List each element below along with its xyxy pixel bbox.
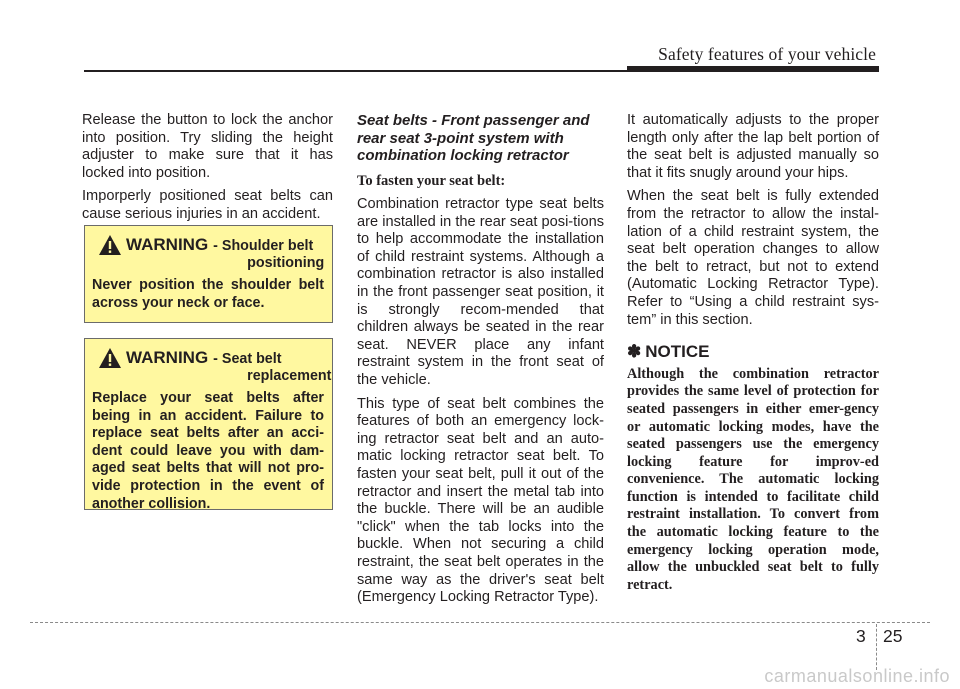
page-header-title: Safety features of your vehicle: [658, 44, 876, 64]
paragraph: It automatically adjusts to the proper length only after the lap belt portion of the seat belt is adjusted manually so that it fits snugly around your hips.: [627, 112, 879, 181]
page-number: 25: [883, 626, 903, 646]
notice-body: Although the combination retractor provides the same level of protection for seated passengers in either emer-gency or automatic locking modes, have the seated passengers use the emergency locking feature for improv-ed convenience. The automatic locking function is intended to facilitate child restraint installation. To convert from the automatic locking feature to the emergency locking operation mode, allow the unbuckled seat belt to fully retract.: [627, 365, 879, 593]
warning-header: [92, 347, 332, 385]
warning-box-seat-belt-replacement: [84, 338, 333, 510]
warning-box-shoulder-belt: [84, 225, 333, 323]
column-right: [627, 112, 879, 594]
warning-body: Replace your seat belts after being in an accident. Failure to replace seat belts after an acci-dent could leave you with dam-aged seat belts that will not pro-vide protection in the event of another collision.: [92, 390, 324, 512]
notice-heading: [627, 343, 879, 361]
warning-subtitle: - Seat belt replacement: [213, 351, 332, 384]
warning-triangle-icon: [98, 234, 122, 256]
page-number-separator: [876, 624, 877, 670]
paragraph: Release the button to lock the anchor into position. Try sliding the height adjuster to make sure that it has locked into position.: [82, 112, 333, 181]
notice-star-icon: ✽: [627, 342, 642, 362]
chapter-number: 3: [856, 626, 866, 646]
warning-label: WARNING: [126, 235, 209, 254]
paragraph: This type of seat belt combines the features of both an emergency lock-ing retractor seat belt and an auto-matic locking retractor seat belt. To fasten your seat belt, pull it out of the retractor and insert the metal tab into the buckle. There will be an audible "click" when the tab locks into the buckle. When not securing a child restraint, the seat belt operates in the same way as the driver's seat belt (Emergency Locking Retractor Type).: [357, 395, 604, 606]
sub-heading: To fasten your seat belt:: [357, 172, 506, 189]
notice-title: NOTICE: [645, 342, 710, 362]
paragraph: Imporperly positioned seat belts can cause serious injuries in an accident.: [82, 188, 333, 222]
header-rule-accent: [627, 66, 879, 72]
paragraph: When the seat belt is fully extended from the retractor to allow the instal-lation of a child restraint system, the seat belt operation changes to allow the belt to retract, but not to extend (Automatic Locking Retractor Type). Refer to “Using a child restraint sys-tem” in this section.: [627, 188, 879, 328]
warning-header: [92, 234, 324, 272]
warning-label: WARNING: [126, 348, 209, 367]
footer-divider: [30, 622, 930, 623]
paragraph: Combination retractor type seat belts are installed in the rear seat posi-tions to help accommodate the installation of child restraint systems. Although a combination retractor is also installed in the front passenger seat position, it is strongly recom-mended that children always be seated in the rear seat. NEVER place any infant restraint system in the front seat of the vehicle.: [357, 196, 604, 389]
section-title: Seat belts - Front passenger and rear seat 3-point system with combination locking retractor: [357, 112, 590, 164]
column-middle: [357, 112, 604, 613]
watermark: carmanualsonline.info: [764, 666, 950, 686]
warning-triangle-icon: [98, 347, 122, 369]
warning-body: Never position the shoulder belt across your neck or face.: [92, 277, 324, 311]
column-left: [82, 112, 333, 230]
warning-subtitle: - Shoulder belt positioning: [213, 238, 325, 271]
